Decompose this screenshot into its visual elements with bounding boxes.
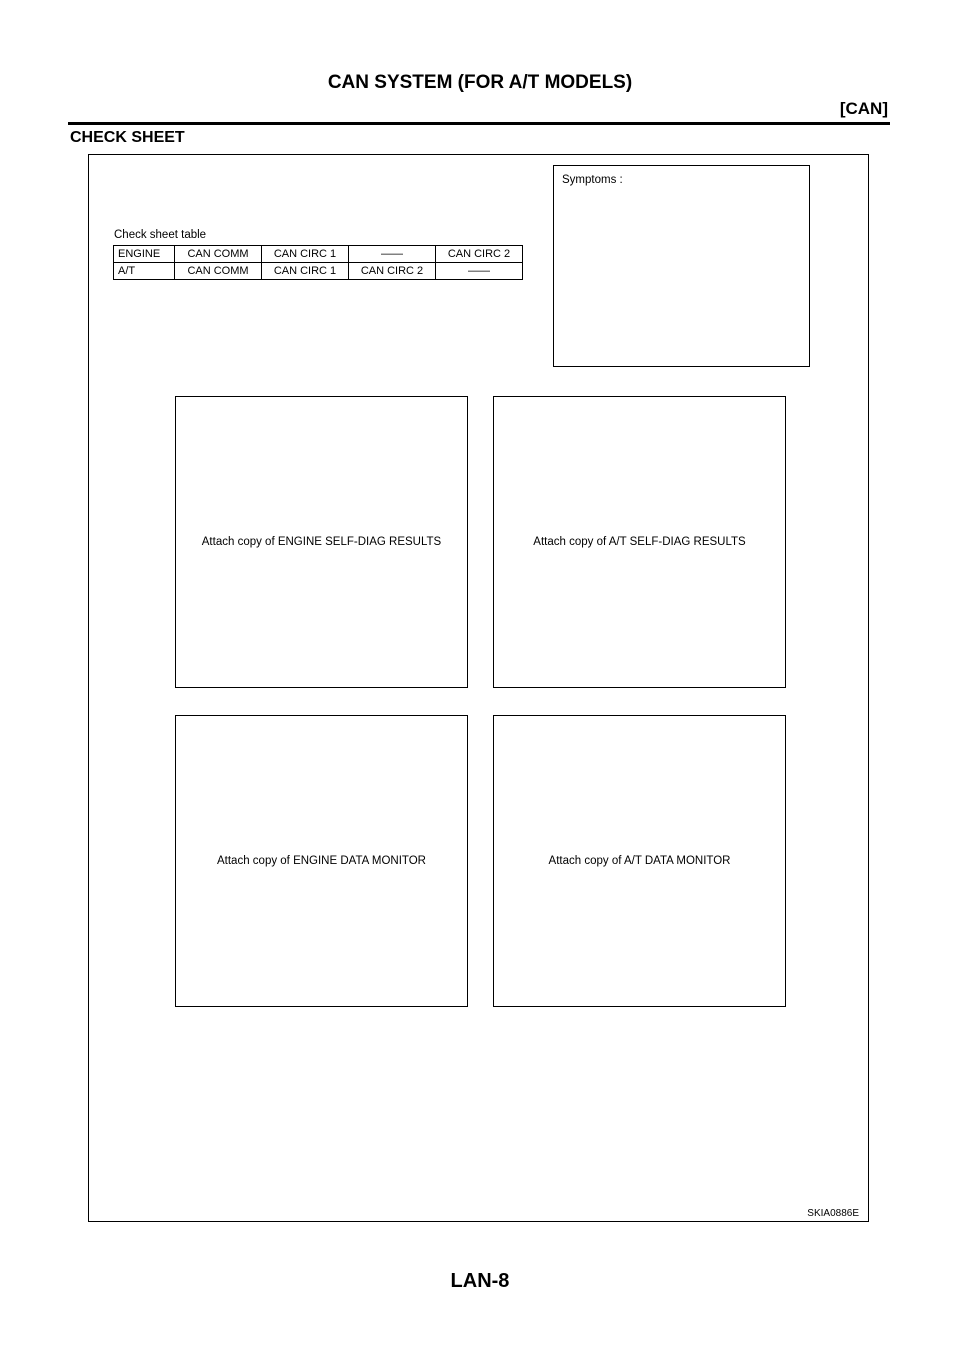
table-cell: CAN CIRC 1 bbox=[262, 263, 349, 280]
table-caption: Check sheet table bbox=[114, 229, 207, 241]
at-self-diag-box bbox=[493, 396, 786, 688]
table-row bbox=[114, 246, 523, 263]
figure-id: SKIA0886E bbox=[807, 1208, 859, 1219]
table-cell: —— bbox=[436, 263, 523, 280]
table-cell: CAN COMM bbox=[175, 246, 262, 263]
attach-label: Attach copy of ENGINE SELF-DIAG RESULTS bbox=[201, 536, 442, 548]
attach-label: Attach copy of ENGINE DATA MONITOR bbox=[217, 855, 426, 867]
section-tag: [CAN] bbox=[839, 99, 888, 118]
table-cell: —— bbox=[349, 246, 436, 263]
engine-self-diag-box bbox=[175, 396, 468, 688]
table-cell: CAN CIRC 1 bbox=[262, 246, 349, 263]
engine-data-monitor-box bbox=[175, 715, 468, 1007]
attach-label: Attach copy of A/T SELF-DIAG RESULTS bbox=[533, 536, 746, 548]
table-cell: CAN CIRC 2 bbox=[349, 263, 436, 280]
page-title: CAN SYSTEM (FOR A/T MODELS) bbox=[327, 72, 633, 93]
header-rule bbox=[68, 122, 890, 125]
symptoms-box bbox=[553, 165, 810, 367]
table-row bbox=[114, 263, 523, 280]
section-heading: CHECK SHEET bbox=[70, 129, 185, 146]
attach-label: Attach copy of A/T DATA MONITOR bbox=[548, 855, 731, 867]
check-sheet-table bbox=[113, 245, 523, 280]
table-cell: ENGINE bbox=[114, 246, 175, 263]
page-number: LAN-8 bbox=[450, 1270, 510, 1292]
table-cell: CAN COMM bbox=[175, 263, 262, 280]
table-cell: CAN CIRC 2 bbox=[436, 246, 523, 263]
at-data-monitor-box bbox=[493, 715, 786, 1007]
symptoms-label: Symptoms : bbox=[562, 174, 623, 186]
table-cell: A/T bbox=[114, 263, 175, 280]
